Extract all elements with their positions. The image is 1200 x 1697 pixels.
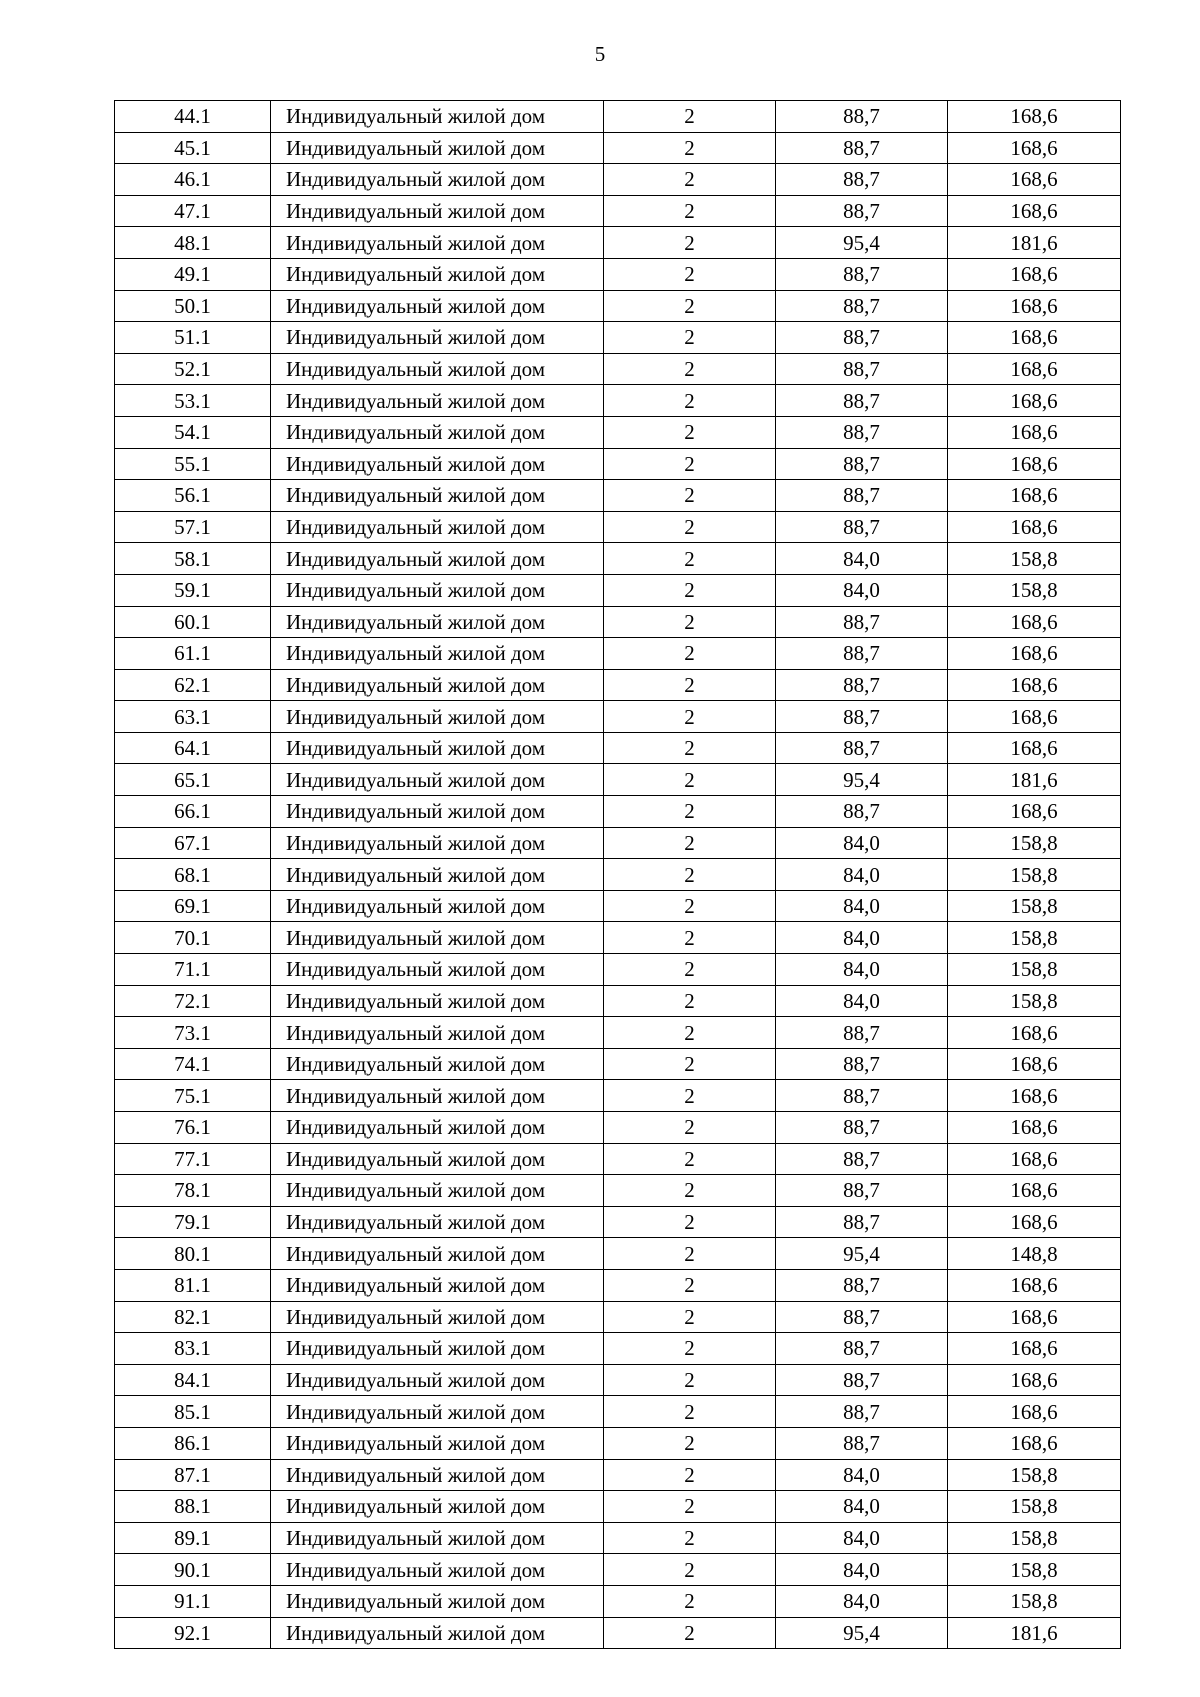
cell-number: 46.1: [115, 164, 271, 196]
cell-area-1: 88,7: [776, 195, 948, 227]
table-row: [115, 511, 1121, 543]
cell-floors: 2: [604, 543, 776, 575]
cell-area-2: 168,6: [948, 1112, 1121, 1144]
cell-area-1: 88,7: [776, 322, 948, 354]
cell-building-type: Индивидуальный жилой дом: [271, 606, 604, 638]
cell-building-type: Индивидуальный жилой дом: [271, 322, 604, 354]
cell-floors: 2: [604, 1112, 776, 1144]
cell-number: 70.1: [115, 922, 271, 954]
cell-number: 84.1: [115, 1364, 271, 1396]
cell-area-1: 84,0: [776, 954, 948, 986]
cell-building-type: Индивидуальный жилой дом: [271, 1364, 604, 1396]
cell-area-1: 95,4: [776, 764, 948, 796]
cell-area-1: 88,7: [776, 1333, 948, 1365]
table-row: [115, 353, 1121, 385]
table-row: [115, 227, 1121, 259]
cell-area-1: 84,0: [776, 859, 948, 891]
cell-building-type: Индивидуальный жилой дом: [271, 195, 604, 227]
table-row: [115, 195, 1121, 227]
cell-floors: 2: [604, 1617, 776, 1649]
cell-area-2: 158,8: [948, 1459, 1121, 1491]
cell-area-1: 88,7: [776, 796, 948, 828]
cell-floors: 2: [604, 796, 776, 828]
cell-floors: 2: [604, 1143, 776, 1175]
table-row: [115, 164, 1121, 196]
cell-number: 64.1: [115, 732, 271, 764]
cell-area-1: 84,0: [776, 543, 948, 575]
table-row: [115, 1143, 1121, 1175]
cell-floors: 2: [604, 764, 776, 796]
cell-area-2: 168,6: [948, 195, 1121, 227]
cell-number: 75.1: [115, 1080, 271, 1112]
cell-area-2: 168,6: [948, 1143, 1121, 1175]
cell-floors: 2: [604, 859, 776, 891]
table-row: [115, 859, 1121, 891]
cell-area-2: 158,8: [948, 543, 1121, 575]
cell-building-type: Индивидуальный жилой дом: [271, 890, 604, 922]
cell-building-type: Индивидуальный жилой дом: [271, 796, 604, 828]
cell-area-2: 181,6: [948, 764, 1121, 796]
cell-number: 67.1: [115, 827, 271, 859]
cell-area-2: 158,8: [948, 922, 1121, 954]
cell-area-2: 158,8: [948, 985, 1121, 1017]
cell-area-1: 95,4: [776, 227, 948, 259]
cell-area-1: 95,4: [776, 1238, 948, 1270]
cell-area-1: 88,7: [776, 480, 948, 512]
cell-building-type: Индивидуальный жилой дом: [271, 859, 604, 891]
cell-area-1: 84,0: [776, 1554, 948, 1586]
cell-building-type: Индивидуальный жилой дом: [271, 1206, 604, 1238]
cell-floors: 2: [604, 480, 776, 512]
cell-number: 62.1: [115, 669, 271, 701]
cell-number: 72.1: [115, 985, 271, 1017]
table-row: [115, 416, 1121, 448]
cell-area-1: 84,0: [776, 574, 948, 606]
cell-floors: 2: [604, 1017, 776, 1049]
cell-area-2: 168,6: [948, 1206, 1121, 1238]
cell-floors: 2: [604, 1080, 776, 1112]
cell-building-type: Индивидуальный жилой дом: [271, 416, 604, 448]
cell-area-1: 84,0: [776, 985, 948, 1017]
table-row: [115, 1080, 1121, 1112]
cell-number: 50.1: [115, 290, 271, 322]
table-row: [115, 764, 1121, 796]
cell-number: 44.1: [115, 101, 271, 133]
table-row: [115, 954, 1121, 986]
table-row: [115, 1206, 1121, 1238]
cell-number: 52.1: [115, 353, 271, 385]
cell-building-type: Индивидуальный жилой дом: [271, 922, 604, 954]
cell-floors: 2: [604, 164, 776, 196]
cell-building-type: Индивидуальный жилой дом: [271, 1269, 604, 1301]
cell-floors: 2: [604, 1396, 776, 1428]
table-row: [115, 1301, 1121, 1333]
table-row: [115, 1396, 1121, 1428]
table-row: [115, 1112, 1121, 1144]
table-row: [115, 1427, 1121, 1459]
cell-building-type: Индивидуальный жилой дом: [271, 638, 604, 670]
cell-floors: 2: [604, 227, 776, 259]
table-row: [115, 1048, 1121, 1080]
table-row: [115, 701, 1121, 733]
cell-area-1: 88,7: [776, 353, 948, 385]
page-number: 5: [594, 42, 606, 66]
cell-floors: 2: [604, 416, 776, 448]
cell-floors: 2: [604, 353, 776, 385]
table-row: [115, 638, 1121, 670]
cell-area-1: 88,7: [776, 1175, 948, 1207]
cell-floors: 2: [604, 322, 776, 354]
table-row: [115, 132, 1121, 164]
cell-area-2: 148,8: [948, 1238, 1121, 1270]
cell-area-1: 88,7: [776, 732, 948, 764]
table-row: [115, 448, 1121, 480]
cell-area-1: 84,0: [776, 827, 948, 859]
cell-building-type: Индивидуальный жилой дом: [271, 258, 604, 290]
cell-number: 78.1: [115, 1175, 271, 1207]
cell-floors: 2: [604, 1301, 776, 1333]
cell-number: 48.1: [115, 227, 271, 259]
cell-floors: 2: [604, 1554, 776, 1586]
cell-area-1: 88,7: [776, 1364, 948, 1396]
cell-area-1: 84,0: [776, 1459, 948, 1491]
table-row: [115, 1269, 1121, 1301]
cell-area-2: 158,8: [948, 954, 1121, 986]
cell-area-1: 88,7: [776, 1206, 948, 1238]
cell-area-1: 88,7: [776, 1427, 948, 1459]
cell-building-type: Индивидуальный жилой дом: [271, 1459, 604, 1491]
cell-area-1: 88,7: [776, 669, 948, 701]
cell-number: 58.1: [115, 543, 271, 575]
cell-area-1: 88,7: [776, 638, 948, 670]
cell-area-1: 88,7: [776, 290, 948, 322]
table-row: [115, 1364, 1121, 1396]
cell-floors: 2: [604, 638, 776, 670]
cell-building-type: Индивидуальный жилой дом: [271, 1048, 604, 1080]
cell-area-1: 88,7: [776, 164, 948, 196]
cell-number: 61.1: [115, 638, 271, 670]
cell-area-1: 84,0: [776, 1522, 948, 1554]
cell-area-1: 88,7: [776, 1048, 948, 1080]
cell-floors: 2: [604, 1522, 776, 1554]
cell-number: 80.1: [115, 1238, 271, 1270]
cell-floors: 2: [604, 1238, 776, 1270]
cell-floors: 2: [604, 922, 776, 954]
cell-area-2: 168,6: [948, 511, 1121, 543]
cell-area-2: 158,8: [948, 859, 1121, 891]
cell-number: 79.1: [115, 1206, 271, 1238]
cell-area-1: 95,4: [776, 1617, 948, 1649]
cell-floors: 2: [604, 985, 776, 1017]
cell-number: 59.1: [115, 574, 271, 606]
table-row: [115, 480, 1121, 512]
cell-building-type: Индивидуальный жилой дом: [271, 1333, 604, 1365]
cell-area-1: 88,7: [776, 606, 948, 638]
cell-area-1: 88,7: [776, 1080, 948, 1112]
table-body: [115, 101, 1121, 1649]
cell-building-type: Индивидуальный жилой дом: [271, 985, 604, 1017]
cell-area-2: 168,6: [948, 258, 1121, 290]
cell-area-1: 84,0: [776, 922, 948, 954]
cell-area-2: 168,6: [948, 353, 1121, 385]
cell-area-1: 88,7: [776, 511, 948, 543]
cell-area-1: 88,7: [776, 258, 948, 290]
cell-area-2: 168,6: [948, 164, 1121, 196]
cell-area-1: 84,0: [776, 890, 948, 922]
cell-floors: 2: [604, 1427, 776, 1459]
cell-building-type: Индивидуальный жилой дом: [271, 353, 604, 385]
cell-area-2: 168,6: [948, 1269, 1121, 1301]
cell-number: 56.1: [115, 480, 271, 512]
table-row: [115, 985, 1121, 1017]
cell-area-2: 168,6: [948, 385, 1121, 417]
cell-area-2: 168,6: [948, 1396, 1121, 1428]
cell-number: 57.1: [115, 511, 271, 543]
cell-area-2: 168,6: [948, 322, 1121, 354]
table-row: [115, 890, 1121, 922]
cell-area-2: 181,6: [948, 227, 1121, 259]
table-row: [115, 1333, 1121, 1365]
cell-area-2: 168,6: [948, 669, 1121, 701]
cell-floors: 2: [604, 1206, 776, 1238]
cell-area-1: 88,7: [776, 1143, 948, 1175]
cell-building-type: Индивидуальный жилой дом: [271, 1238, 604, 1270]
cell-number: 85.1: [115, 1396, 271, 1428]
cell-area-1: 88,7: [776, 101, 948, 133]
cell-area-1: 88,7: [776, 1269, 948, 1301]
cell-building-type: Индивидуальный жилой дом: [271, 1522, 604, 1554]
table-row: [115, 574, 1121, 606]
table-row: [115, 827, 1121, 859]
table-row: [115, 796, 1121, 828]
cell-area-1: 88,7: [776, 385, 948, 417]
cell-floors: 2: [604, 954, 776, 986]
cell-building-type: Индивидуальный жилой дом: [271, 574, 604, 606]
cell-number: 47.1: [115, 195, 271, 227]
cell-area-2: 168,6: [948, 1427, 1121, 1459]
cell-number: 45.1: [115, 132, 271, 164]
cell-floors: 2: [604, 1175, 776, 1207]
cell-number: 51.1: [115, 322, 271, 354]
cell-number: 77.1: [115, 1143, 271, 1175]
cell-floors: 2: [604, 290, 776, 322]
table-row: [115, 1459, 1121, 1491]
table-row: [115, 1175, 1121, 1207]
cell-area-1: 88,7: [776, 416, 948, 448]
cell-floors: 2: [604, 511, 776, 543]
cell-building-type: Индивидуальный жилой дом: [271, 1554, 604, 1586]
cell-area-1: 88,7: [776, 701, 948, 733]
cell-building-type: Индивидуальный жилой дом: [271, 764, 604, 796]
cell-floors: 2: [604, 101, 776, 133]
table-row: [115, 1585, 1121, 1617]
cell-number: 73.1: [115, 1017, 271, 1049]
cell-building-type: Индивидуальный жилой дом: [271, 1143, 604, 1175]
cell-building-type: Индивидуальный жилой дом: [271, 1427, 604, 1459]
cell-building-type: Индивидуальный жилой дом: [271, 1301, 604, 1333]
cell-area-2: 168,6: [948, 1364, 1121, 1396]
cell-area-2: 158,8: [948, 574, 1121, 606]
cell-number: 87.1: [115, 1459, 271, 1491]
cell-number: 91.1: [115, 1585, 271, 1617]
cell-building-type: Индивидуальный жилой дом: [271, 1617, 604, 1649]
cell-floors: 2: [604, 606, 776, 638]
cell-floors: 2: [604, 1333, 776, 1365]
cell-floors: 2: [604, 827, 776, 859]
cell-building-type: Индивидуальный жилой дом: [271, 511, 604, 543]
cell-number: 71.1: [115, 954, 271, 986]
cell-area-1: 88,7: [776, 1301, 948, 1333]
cell-area-1: 88,7: [776, 1017, 948, 1049]
cell-building-type: Индивидуальный жилой дом: [271, 448, 604, 480]
cell-building-type: Индивидуальный жилой дом: [271, 227, 604, 259]
cell-area-2: 168,6: [948, 606, 1121, 638]
table-row: [115, 922, 1121, 954]
cell-area-2: 168,6: [948, 480, 1121, 512]
cell-floors: 2: [604, 385, 776, 417]
cell-area-1: 88,7: [776, 1396, 948, 1428]
cell-number: 76.1: [115, 1112, 271, 1144]
cell-number: 68.1: [115, 859, 271, 891]
cell-building-type: Индивидуальный жилой дом: [271, 1396, 604, 1428]
table-row: [115, 543, 1121, 575]
table-row: [115, 1617, 1121, 1649]
cell-area-2: 168,6: [948, 796, 1121, 828]
cell-number: 83.1: [115, 1333, 271, 1365]
cell-area-2: 168,6: [948, 132, 1121, 164]
cell-area-2: 168,6: [948, 638, 1121, 670]
cell-floors: 2: [604, 195, 776, 227]
cell-floors: 2: [604, 258, 776, 290]
table-row: [115, 290, 1121, 322]
cell-floors: 2: [604, 1269, 776, 1301]
table-row: [115, 1017, 1121, 1049]
cell-floors: 2: [604, 132, 776, 164]
cell-number: 81.1: [115, 1269, 271, 1301]
cell-number: 55.1: [115, 448, 271, 480]
table-row: [115, 1554, 1121, 1586]
table-row: [115, 101, 1121, 133]
cell-area-1: 88,7: [776, 1112, 948, 1144]
cell-number: 74.1: [115, 1048, 271, 1080]
cell-building-type: Индивидуальный жилой дом: [271, 1175, 604, 1207]
cell-area-2: 168,6: [948, 1017, 1121, 1049]
cell-building-type: Индивидуальный жилой дом: [271, 954, 604, 986]
table-row: [115, 732, 1121, 764]
cell-area-2: 168,6: [948, 448, 1121, 480]
cell-area-2: 158,8: [948, 890, 1121, 922]
cell-number: 69.1: [115, 890, 271, 922]
cell-building-type: Индивидуальный жилой дом: [271, 1017, 604, 1049]
cell-area-2: 168,6: [948, 1080, 1121, 1112]
cell-building-type: Индивидуальный жилой дом: [271, 701, 604, 733]
cell-building-type: Индивидуальный жилой дом: [271, 164, 604, 196]
cell-floors: 2: [604, 890, 776, 922]
cell-building-type: Индивидуальный жилой дом: [271, 1491, 604, 1523]
table-row: [115, 258, 1121, 290]
cell-area-2: 158,8: [948, 1491, 1121, 1523]
cell-number: 63.1: [115, 701, 271, 733]
cell-building-type: Индивидуальный жилой дом: [271, 385, 604, 417]
cell-building-type: Индивидуальный жилой дом: [271, 1112, 604, 1144]
cell-building-type: Индивидуальный жилой дом: [271, 732, 604, 764]
cell-area-2: 168,6: [948, 1048, 1121, 1080]
cell-floors: 2: [604, 574, 776, 606]
cell-number: 66.1: [115, 796, 271, 828]
cell-area-2: 168,6: [948, 101, 1121, 133]
cell-area-1: 84,0: [776, 1585, 948, 1617]
cell-floors: 2: [604, 1585, 776, 1617]
cell-number: 60.1: [115, 606, 271, 638]
cell-area-2: 168,6: [948, 1333, 1121, 1365]
table-row: [115, 1522, 1121, 1554]
cell-area-2: 158,8: [948, 1585, 1121, 1617]
cell-area-2: 181,6: [948, 1617, 1121, 1649]
table-row: [115, 1238, 1121, 1270]
cell-number: 89.1: [115, 1522, 271, 1554]
cell-building-type: Индивидуальный жилой дом: [271, 827, 604, 859]
cell-area-1: 88,7: [776, 448, 948, 480]
cell-floors: 2: [604, 669, 776, 701]
cell-area-2: 158,8: [948, 1522, 1121, 1554]
buildings-table: [114, 100, 1121, 1649]
cell-building-type: Индивидуальный жилой дом: [271, 669, 604, 701]
cell-number: 82.1: [115, 1301, 271, 1333]
cell-area-2: 158,8: [948, 1554, 1121, 1586]
cell-floors: 2: [604, 1364, 776, 1396]
cell-number: 65.1: [115, 764, 271, 796]
cell-floors: 2: [604, 1491, 776, 1523]
cell-area-2: 168,6: [948, 1175, 1121, 1207]
table-row: [115, 385, 1121, 417]
cell-number: 92.1: [115, 1617, 271, 1649]
cell-number: 53.1: [115, 385, 271, 417]
cell-area-2: 168,6: [948, 1301, 1121, 1333]
cell-building-type: Индивидуальный жилой дом: [271, 1080, 604, 1112]
cell-floors: 2: [604, 701, 776, 733]
cell-number: 88.1: [115, 1491, 271, 1523]
cell-building-type: Индивидуальный жилой дом: [271, 101, 604, 133]
cell-building-type: Индивидуальный жилой дом: [271, 290, 604, 322]
cell-floors: 2: [604, 1459, 776, 1491]
table-row: [115, 606, 1121, 638]
cell-area-2: 158,8: [948, 827, 1121, 859]
cell-floors: 2: [604, 448, 776, 480]
cell-building-type: Индивидуальный жилой дом: [271, 480, 604, 512]
cell-area-1: 88,7: [776, 132, 948, 164]
cell-area-2: 168,6: [948, 701, 1121, 733]
cell-number: 86.1: [115, 1427, 271, 1459]
table-row: [115, 322, 1121, 354]
cell-number: 54.1: [115, 416, 271, 448]
cell-number: 90.1: [115, 1554, 271, 1586]
table-row: [115, 1491, 1121, 1523]
cell-area-1: 84,0: [776, 1491, 948, 1523]
cell-floors: 2: [604, 732, 776, 764]
cell-floors: 2: [604, 1048, 776, 1080]
cell-building-type: Индивидуальный жилой дом: [271, 1585, 604, 1617]
cell-building-type: Индивидуальный жилой дом: [271, 132, 604, 164]
cell-number: 49.1: [115, 258, 271, 290]
cell-area-2: 168,6: [948, 290, 1121, 322]
cell-area-2: 168,6: [948, 732, 1121, 764]
table-row: [115, 669, 1121, 701]
cell-area-2: 168,6: [948, 416, 1121, 448]
cell-building-type: Индивидуальный жилой дом: [271, 543, 604, 575]
